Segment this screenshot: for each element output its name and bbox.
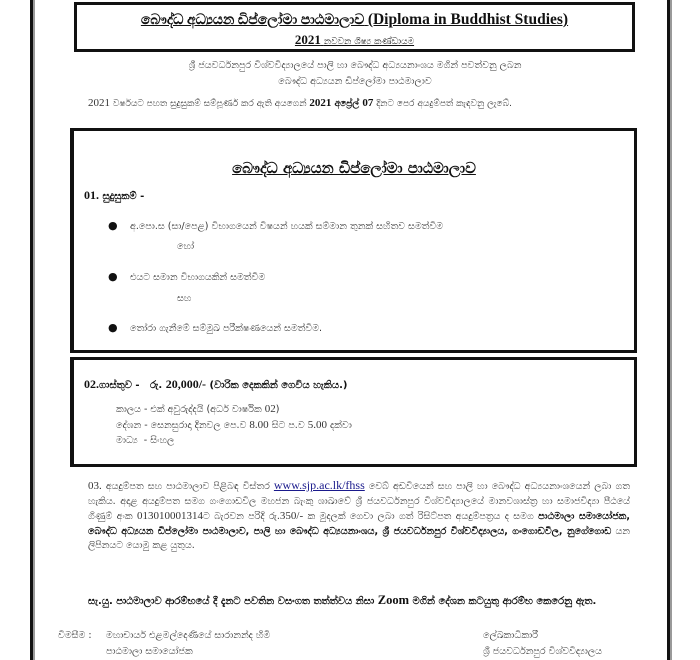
qualifications-box (70, 128, 637, 353)
detail-label: මාධ්‍ය (116, 435, 138, 446)
instructions-text: ක මුදලක් ගෙවා ලබා ගත් රිසිට්පත අයදුම්පත්‍රය ද සමග (307, 511, 534, 522)
detail-label: දේශන (116, 420, 142, 431)
deadline-date-day: 07 (362, 97, 374, 109)
qualifications-heading (84, 188, 144, 203)
qualification-item (108, 270, 265, 283)
deadline-date-month: අප්‍රේල් (334, 99, 360, 109)
fee-currency: රු. (150, 380, 163, 391)
deadline-text-before: වර්ෂයට පහත සුදුසුකම් සම්පූර්ණ කර ඇති අයගෙන් (112, 99, 307, 109)
section-number: 03. (88, 480, 102, 492)
detail-label: කාලය (116, 404, 141, 415)
fee-amount: 20,000/- (165, 377, 207, 391)
fee-note: (වාරික දෙකකින් ගෙවිය හැකිය.) (209, 380, 348, 391)
registrar-title: ලේඛකාධිකාරී (483, 630, 538, 641)
page-border-right (667, 0, 670, 660)
detail-value: දක්වා (326, 420, 352, 431)
detail-value: එක් අවුරුද්දයි (අර්ධ වාර්ෂික (150, 404, 265, 415)
title-box (74, 2, 635, 52)
deadline-year-prefix: 2021 (88, 97, 110, 109)
inquiries-label: විමසීම : (58, 630, 92, 641)
section-number: 01. (84, 188, 99, 202)
detail-value: සිට ප.ව (268, 420, 308, 431)
zoom-note (88, 592, 630, 610)
detail-duration: කාලය - එක් අවුරුද්දයි (අර්ධ වාර්ෂික 02) (116, 403, 280, 415)
note-text: සැ.යු. පාඨමාලාව ආරම්භයේ දී දැනට පවතින වසංගත තත්ත්වය නිසා (88, 596, 375, 607)
section-number: 02. (84, 377, 99, 391)
fee-label: ගාස්තුව - (99, 380, 140, 391)
bullet-icon: ● (108, 270, 118, 283)
note-platform: Zoom (377, 593, 410, 607)
detail-value: ) (275, 404, 280, 415)
detail-value-number: 5.00 (307, 419, 327, 431)
qualification-text: අ.පො.ස (සා/පෙළ) විභාගයෙන් විෂයන් හයක් සම්මාන තුනක් සහිතව සමත්වීම (130, 221, 444, 232)
subtitle-text: නවවන ශිෂ්‍ය කණ්ඩායම (323, 37, 415, 47)
detail-medium: මාධ්‍ය - සිංහල (116, 435, 175, 446)
deadline-date-year: 2021 (309, 97, 332, 109)
detail-value: සෙනසුරාදා දිනවල පෙ.ව (150, 420, 250, 431)
faculty-website-link[interactable]: www.sjp.ac.lk/fhss (273, 478, 365, 492)
coordinator-name: මහාචාර්ය එළමල්දෙණියේ සාරානන්ද හිමි (106, 630, 271, 641)
detail-value-number: 02 (264, 403, 276, 415)
fees-box (70, 357, 637, 467)
bank-account-number: 013010001314 (136, 510, 203, 522)
document-title (77, 11, 632, 29)
qualification-text: එයට සමාන විභාගයකින් සමත්වීම (130, 272, 266, 283)
application-instructions (88, 478, 630, 554)
course-box-title: බෞද්ධ අධ්‍යයන ඩිප්ලෝමා පාඨමාලාව (232, 159, 476, 177)
instructions-text: අයදුම්පත සහ පාඨමාලාව පිළිබඳ විස්තර (105, 481, 270, 492)
qualification-item (108, 219, 443, 232)
application-deadline (88, 97, 648, 109)
deadline-text-after: දිනට පෙර අයදුම්පත් කැඳවනු ලැබේ. (376, 99, 512, 109)
application-fee: 350/- (279, 510, 304, 522)
intro-line-1: ශ්‍රී ජයවර්ධනපුර විශ්වවිද්‍යාලයේ පාලි හා බෞද්ධ අධ්‍යයනාංශය මගින් පවත්වනු ලබන (188, 60, 522, 71)
fee-heading (84, 377, 347, 392)
detail-value: සිංහල (150, 435, 175, 446)
bullet-icon: ● (108, 321, 118, 334)
mailing-address: පාඨමාලා සමායෝජක, බෞද්ධ අධ්‍යයන ඩිප්ලෝමා පාඨමාලාව, පාලි හා බෞද්ධ අධ්‍යයනාංශය, ශ්‍රී ජයවර්ධනපුර විශ්වවිද්‍යාලය, ගංගොඩවිල, නුගේගොඩ (88, 511, 631, 537)
instructions-text: ට බැරවන පරිදි රු. (202, 511, 280, 522)
document-subtitle (77, 32, 632, 48)
conjunction-or: හෝ (177, 241, 195, 252)
note-text: මගින් දේශන කටයුතු ආරම්භ කෙරෙනු ඇත. (412, 596, 597, 607)
subtitle-year: 2021 (294, 32, 321, 47)
instructions-text: වෙබ් අඩවියෙන් සහ පාලි හා බෞද්ධ අධ්‍යයනාංශයෙන් ලබා ගත හැකිය. අදාළ අයදුම්පත සමග ගංගොඩවිල මහජන බැංකු ශාඛාවේ ශ්‍රී ජයවර්ධනපුර විශ්වවිද්‍යාලයේ මානවශාස්ත්‍ර හා සමාජවිද්‍යා පීඨයේ ගිණුම් අංක (88, 481, 630, 522)
conjunction-and: සහ (177, 293, 192, 304)
section-heading-text: සුදුසුකම් - (102, 191, 145, 202)
bullet-icon: ● (108, 219, 118, 232)
detail-value-number: 8.00 (249, 419, 269, 431)
qualification-item (108, 321, 322, 334)
instructions-text: යන ලිපිනයට යොමු කළ යුතුය. (88, 525, 630, 551)
page-border-left (30, 0, 33, 660)
intro-line-2: බෞද්ධ අධ්‍යයන ඩිප්ලෝමා පාඨමාලාව (278, 76, 432, 87)
coordinator-title: පාඨමාලා සමායෝජක (106, 646, 193, 657)
qualification-text: තෝරා ගැනීමේ සම්මුඛ පරීක්ෂණයෙන් සමත්වීම. (130, 323, 323, 334)
title-english: (Diploma in Buddhist Studies) (367, 11, 569, 28)
university-name: ශ්‍රී ජයවර්ධනපුර විශ්වවිද්‍යාලය (483, 646, 603, 657)
title-sinhala: බෞද්ධ අධ්‍යයන ඩිප්ලෝමා පාඨමාලාව (140, 13, 365, 28)
detail-lectures: දේශන - සෙනසුරාදා දිනවල පෙ.ව 8.00 සිට ප.ව 5.00 දක්වා (116, 419, 352, 431)
